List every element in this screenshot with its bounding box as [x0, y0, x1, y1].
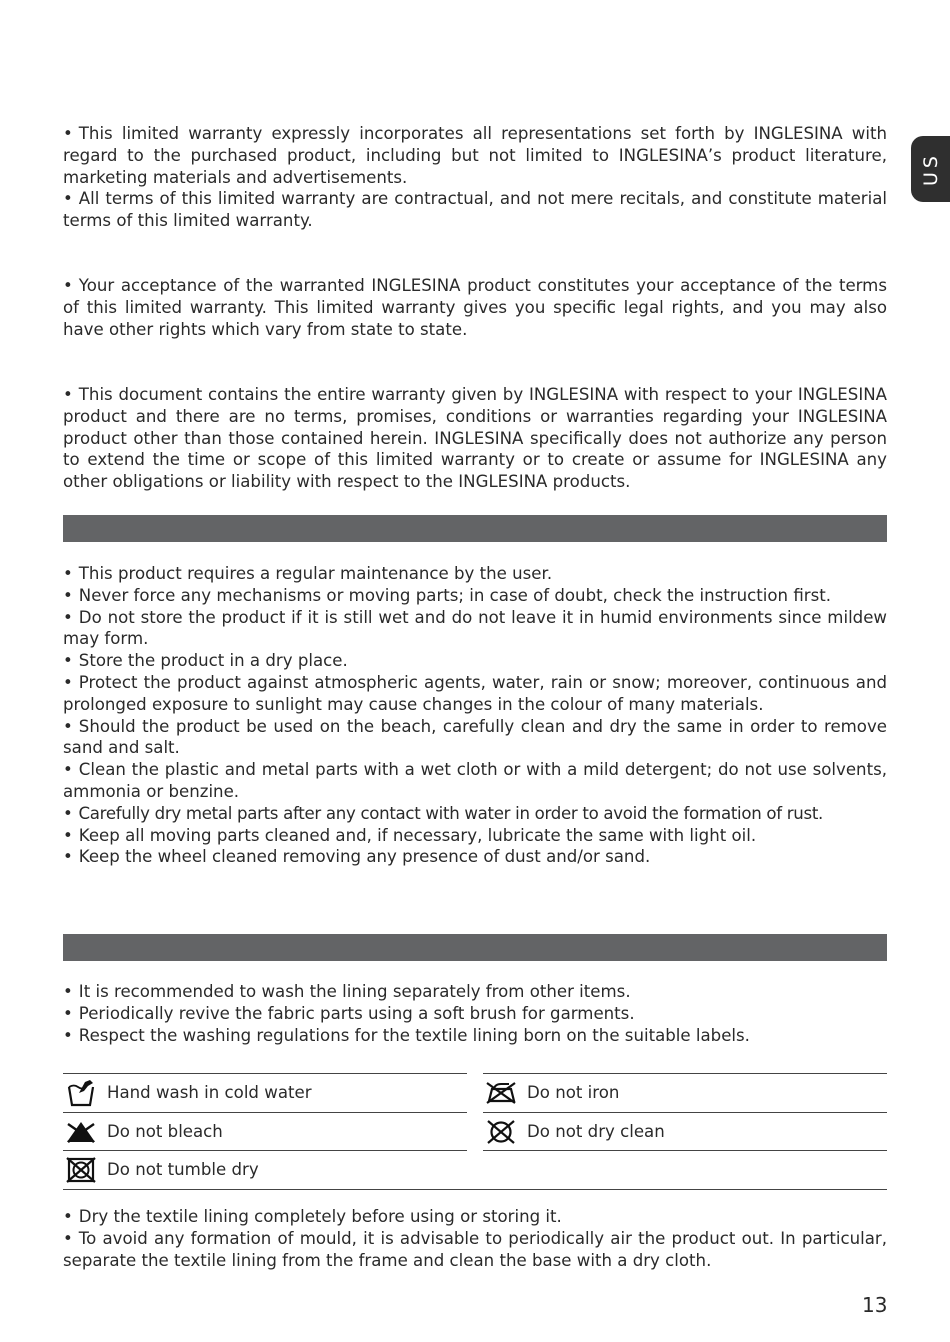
list-item: • To avoid any formation of mould, it is advisable to periodically air the product out. In particular, separate the textile lining from the frame and clean the base with a dry cloth.: [63, 1228, 887, 1270]
care-row-hand-wash: [63, 1073, 467, 1112]
maintenance-section-bar: [63, 515, 887, 542]
warranty-bullet: • This document contains the entire warranty given by INGLESINA with respect to your INGLESINA product and there are no terms, promises, conditions or warranties regarding your INGLESINA product other than those contained herein. INGLESINA specifically does not authorize any person to extend the time or scope of this limited warranty or to create or assume for INGLESINA any other obligations or liability with respect to the INGLESINA products.: [63, 385, 887, 492]
care-row-no-bleach: [63, 1112, 467, 1151]
page-number: 13: [862, 1293, 888, 1317]
list-item: • This product requires a regular maintenance by the user.: [63, 564, 553, 583]
warranty-bullet: • Your acceptance of the warranted INGLESINA product constitutes your acceptance of the terms of this limited warranty. This limited warranty gives you specific legal rights, and you may also have other rights which vary from state to state.: [63, 276, 887, 339]
list-item: • Periodically revive the fabric parts using a soft brush for garments.: [63, 1003, 635, 1023]
warranty-bullet: • This limited warranty expressly incorporates all representations set forth by INGLESINA with regard to the purchased product, including but not limited to INGLESINA’s product literature, marketing materials and advertisements.: [63, 124, 887, 187]
warranty-paragraph-1: [63, 123, 887, 232]
list-item: • Dry the textile lining completely before using or storing it.: [63, 1207, 562, 1226]
care-label: Hand wash in cold water: [107, 1083, 312, 1102]
list-item: • Keep the wheel cleaned removing any presence of dust and/or sand.: [63, 847, 651, 867]
list-item: • Protect the product against atmospheric agents, water, rain or snow; moreover, continuous and prolonged exposure to sunlight may cause changes in the colour of many materials.: [63, 672, 887, 714]
care-row-no-tumble-dry: [63, 1150, 467, 1189]
no-dry-clean-icon: [483, 1117, 519, 1147]
care-row-no-dry-clean: [483, 1112, 887, 1151]
no-tumble-dry-icon: [63, 1155, 99, 1185]
warranty-paragraph-2: [63, 275, 887, 340]
list-item: • Should the product be used on the beach, carefully clean and dry the same in order to remove sand and salt.: [63, 716, 887, 758]
table-rule: [483, 1150, 887, 1151]
lining-section-bar: [63, 934, 887, 961]
maintenance-list: [63, 563, 887, 868]
list-item: • Respect the washing regulations for the textile lining born on the suitable labels.: [63, 1025, 750, 1045]
lining-list: [63, 981, 887, 1046]
language-tab-label: US: [919, 152, 942, 186]
list-item: • Do not store the product if it is still wet and do not leave it in humid environments since mildew may form.: [63, 607, 887, 649]
list-item: • Keep all moving parts cleaned and, if necessary, lubricate the same with light oil.: [63, 825, 757, 845]
hand-wash-icon: [63, 1078, 99, 1108]
care-label: Do not tumble dry: [107, 1160, 259, 1179]
care-row-no-iron: [483, 1073, 887, 1112]
table-rule: [63, 1189, 887, 1190]
list-item: • Carefully dry metal parts after any contact with water in order to avoid the formation of rust.: [63, 803, 824, 823]
list-item: • Never force any mechanisms or moving parts; in case of doubt, check the instruction first.: [63, 585, 832, 605]
no-iron-icon: [483, 1078, 519, 1108]
language-tab: [911, 136, 950, 202]
care-label: Do not iron: [527, 1083, 620, 1102]
care-label: Do not dry clean: [527, 1122, 665, 1141]
list-item: • Store the product in a dry place.: [63, 651, 348, 671]
warranty-paragraph-3: [63, 384, 887, 493]
drying-list: [63, 1206, 887, 1271]
care-label: Do not bleach: [107, 1122, 223, 1141]
care-symbols-table: [63, 1073, 887, 1190]
list-item: • It is recommended to wash the lining separately from other items.: [63, 982, 631, 1001]
warranty-bullet: • All terms of this limited warranty are contractual, and not mere recitals, and constitute material terms of this limited warranty.: [63, 189, 887, 231]
no-bleach-icon: [63, 1117, 99, 1147]
list-item: • Clean the plastic and metal parts with a wet cloth or with a mild detergent; do not use solvents, ammonia or benzine.: [63, 760, 887, 801]
